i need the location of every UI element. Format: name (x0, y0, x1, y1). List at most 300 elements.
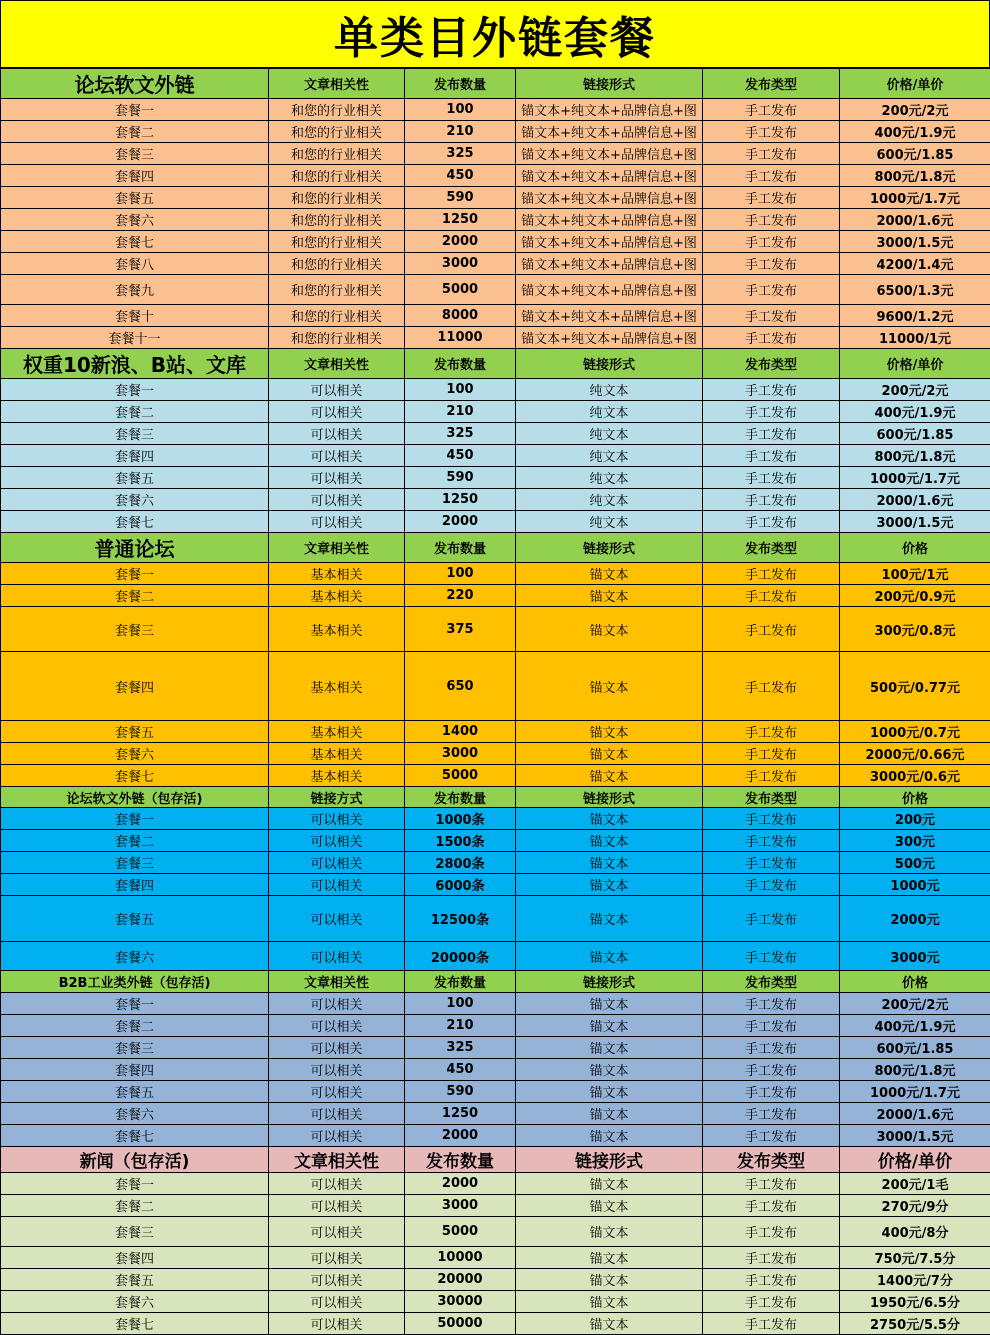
package-table (0, 68, 990, 1335)
quantity-cell: 2800条 (405, 852, 516, 874)
quantity-cell: 325 (405, 1037, 516, 1059)
link-format-cell: 锚文本 (516, 1037, 703, 1059)
package-name-cell: 套餐十 (1, 305, 269, 327)
table-row (1, 511, 990, 533)
table-row (1, 1037, 990, 1059)
publish-type-cell: 手工发布 (703, 423, 840, 445)
link-format-cell: 锚文本 (516, 1103, 703, 1125)
link-format-cell: 锚文本 (516, 993, 703, 1015)
table-row (1, 1173, 990, 1195)
publish-type-header: 发布类型 (703, 349, 840, 379)
package-name-cell: 套餐一 (1, 1173, 269, 1195)
section-title: 论坛软文外链（包存活) (1, 787, 269, 808)
link-format-cell: 锚文本+纯文本+品牌信息+图 (516, 121, 703, 143)
publish-type-cell: 手工发布 (703, 607, 840, 652)
publish-type-cell: 手工发布 (703, 1247, 840, 1269)
publish-type-cell: 手工发布 (703, 1269, 840, 1291)
link-format-header: 链接形式 (516, 1147, 703, 1173)
package-name-cell: 套餐五 (1, 1269, 269, 1291)
price-cell: 1950元/6.5分 (840, 1291, 990, 1313)
table-row (1, 327, 990, 349)
section-header-row (1, 787, 990, 808)
publish-type-cell: 手工发布 (703, 1103, 840, 1125)
quantity-cell: 10000 (405, 1247, 516, 1269)
quantity-cell: 1250 (405, 1103, 516, 1125)
publish-type-header: 发布类型 (703, 1147, 840, 1173)
quantity-cell: 50000 (405, 1313, 516, 1335)
link-format-cell: 锚文本+纯文本+品牌信息+图 (516, 253, 703, 275)
price-cell: 3000元/0.6元 (840, 765, 990, 787)
publish-type-cell: 手工发布 (703, 874, 840, 896)
link-format-cell: 纯文本 (516, 379, 703, 401)
link-format-cell: 锚文本+纯文本+品牌信息+图 (516, 165, 703, 187)
page-title: 单类目外链套餐 (0, 0, 990, 68)
table-row (1, 467, 990, 489)
quantity-cell: 590 (405, 467, 516, 489)
relevance-cell: 可以相关 (269, 401, 405, 423)
table-row (1, 1217, 990, 1247)
quantity-cell: 1250 (405, 209, 516, 231)
link-format-cell: 锚文本 (516, 1081, 703, 1103)
relevance-cell: 基本相关 (269, 585, 405, 607)
publish-type-cell: 手工发布 (703, 445, 840, 467)
quantity-cell: 100 (405, 563, 516, 585)
quantity-cell: 5000 (405, 765, 516, 787)
table-row (1, 1269, 990, 1291)
publish-type-cell: 手工发布 (703, 143, 840, 165)
price-cell: 200元/2元 (840, 379, 990, 401)
table-row (1, 445, 990, 467)
publish-type-cell: 手工发布 (703, 652, 840, 721)
link-format-cell: 纯文本 (516, 511, 703, 533)
quantity-header: 发布数量 (405, 971, 516, 993)
quantity-cell: 2000 (405, 511, 516, 533)
price-cell: 200元/2元 (840, 99, 990, 121)
price-cell: 270元/9分 (840, 1195, 990, 1217)
package-name-cell: 套餐二 (1, 401, 269, 423)
publish-type-cell: 手工发布 (703, 765, 840, 787)
quantity-cell: 450 (405, 165, 516, 187)
package-name-cell: 套餐十一 (1, 327, 269, 349)
package-name-cell: 套餐四 (1, 1059, 269, 1081)
table-row (1, 1125, 990, 1147)
section-title: 普通论坛 (1, 533, 269, 563)
publish-type-cell: 手工发布 (703, 209, 840, 231)
link-format-cell: 锚文本+纯文本+品牌信息+图 (516, 305, 703, 327)
price-cell: 200元/0.9元 (840, 585, 990, 607)
table-row (1, 165, 990, 187)
price-header: 价格/单价 (840, 69, 990, 99)
table-row (1, 1313, 990, 1335)
publish-type-cell: 手工发布 (703, 275, 840, 305)
link-format-cell: 锚文本 (516, 585, 703, 607)
publish-type-cell: 手工发布 (703, 942, 840, 971)
package-name-cell: 套餐三 (1, 1217, 269, 1247)
price-cell: 3000元 (840, 942, 990, 971)
relevance-cell: 基本相关 (269, 607, 405, 652)
relevance-cell: 和您的行业相关 (269, 231, 405, 253)
price-cell: 200元 (840, 808, 990, 830)
publish-type-cell: 手工发布 (703, 830, 840, 852)
package-name-cell: 套餐一 (1, 99, 269, 121)
table-row (1, 808, 990, 830)
quantity-cell: 5000 (405, 1217, 516, 1247)
relevance-cell: 可以相关 (269, 1059, 405, 1081)
quantity-cell: 1250 (405, 489, 516, 511)
package-name-cell: 套餐七 (1, 511, 269, 533)
table-row (1, 1195, 990, 1217)
package-name-cell: 套餐二 (1, 1015, 269, 1037)
table-row (1, 607, 990, 652)
publish-type-cell: 手工发布 (703, 121, 840, 143)
table-row (1, 1015, 990, 1037)
link-format-header: 链接形式 (516, 349, 703, 379)
relevance-cell: 和您的行业相关 (269, 187, 405, 209)
price-cell: 300元 (840, 830, 990, 852)
quantity-header: 发布数量 (405, 787, 516, 808)
relevance-cell: 可以相关 (269, 896, 405, 942)
quantity-cell: 220 (405, 585, 516, 607)
table-row (1, 942, 990, 971)
relevance-header: 链接方式 (269, 787, 405, 808)
publish-type-cell: 手工发布 (703, 187, 840, 209)
link-format-cell: 锚文本+纯文本+品牌信息+图 (516, 209, 703, 231)
quantity-cell: 210 (405, 121, 516, 143)
quantity-header: 发布数量 (405, 533, 516, 563)
section-title: 新闻（包存活) (1, 1147, 269, 1173)
table-row (1, 585, 990, 607)
package-name-cell: 套餐四 (1, 165, 269, 187)
link-format-cell: 锚文本 (516, 1217, 703, 1247)
price-cell: 750元/7.5分 (840, 1247, 990, 1269)
quantity-cell: 20000 (405, 1269, 516, 1291)
relevance-cell: 可以相关 (269, 808, 405, 830)
relevance-cell: 可以相关 (269, 1015, 405, 1037)
publish-type-cell: 手工发布 (703, 1217, 840, 1247)
section-header-row (1, 1147, 990, 1173)
quantity-cell: 650 (405, 652, 516, 721)
package-name-cell: 套餐一 (1, 808, 269, 830)
table-row (1, 209, 990, 231)
relevance-cell: 基本相关 (269, 721, 405, 743)
price-cell: 3000/1.5元 (840, 511, 990, 533)
quantity-cell: 1400 (405, 721, 516, 743)
price-cell: 800元/1.8元 (840, 165, 990, 187)
price-cell: 1000元/0.7元 (840, 721, 990, 743)
price-cell: 11000/1元 (840, 327, 990, 349)
price-cell: 6500/1.3元 (840, 275, 990, 305)
link-format-cell: 锚文本 (516, 896, 703, 942)
price-cell: 1000元/1.7元 (840, 467, 990, 489)
relevance-cell: 基本相关 (269, 765, 405, 787)
relevance-cell: 可以相关 (269, 1247, 405, 1269)
quantity-cell: 100 (405, 379, 516, 401)
relevance-cell: 可以相关 (269, 1103, 405, 1125)
publish-type-cell: 手工发布 (703, 467, 840, 489)
package-name-cell: 套餐九 (1, 275, 269, 305)
quantity-cell: 590 (405, 187, 516, 209)
price-cell: 500元/0.77元 (840, 652, 990, 721)
package-name-cell: 套餐六 (1, 489, 269, 511)
relevance-cell: 基本相关 (269, 652, 405, 721)
link-format-cell: 锚文本 (516, 563, 703, 585)
link-format-cell: 锚文本 (516, 1059, 703, 1081)
relevance-cell: 和您的行业相关 (269, 253, 405, 275)
price-cell: 1000元/1.7元 (840, 187, 990, 209)
package-name-cell: 套餐一 (1, 563, 269, 585)
relevance-header: 文章相关性 (269, 349, 405, 379)
section-title: B2B工业类外链（包存活) (1, 971, 269, 993)
price-cell: 300元/0.8元 (840, 607, 990, 652)
section-title: 论坛软文外链 (1, 69, 269, 99)
publish-type-cell: 手工发布 (703, 165, 840, 187)
table-row (1, 563, 990, 585)
publish-type-cell: 手工发布 (703, 305, 840, 327)
price-header: 价格/单价 (840, 349, 990, 379)
package-name-cell: 套餐七 (1, 1313, 269, 1335)
package-name-cell: 套餐四 (1, 652, 269, 721)
link-format-cell: 锚文本+纯文本+品牌信息+图 (516, 231, 703, 253)
quantity-cell: 210 (405, 1015, 516, 1037)
publish-type-header: 发布类型 (703, 787, 840, 808)
price-header: 价格 (840, 787, 990, 808)
package-name-cell: 套餐五 (1, 896, 269, 942)
table-row (1, 765, 990, 787)
table-row (1, 1059, 990, 1081)
package-name-cell: 套餐四 (1, 1247, 269, 1269)
package-name-cell: 套餐五 (1, 721, 269, 743)
price-cell: 2000元/0.66元 (840, 743, 990, 765)
link-format-cell: 锚文本 (516, 652, 703, 721)
publish-type-cell: 手工发布 (703, 1037, 840, 1059)
quantity-cell: 100 (405, 99, 516, 121)
quantity-cell: 8000 (405, 305, 516, 327)
package-name-cell: 套餐一 (1, 993, 269, 1015)
section-title: 权重10新浪、B站、文库 (1, 349, 269, 379)
link-format-cell: 纯文本 (516, 445, 703, 467)
link-format-cell: 锚文本+纯文本+品牌信息+图 (516, 187, 703, 209)
table-row (1, 275, 990, 305)
section-header-row (1, 349, 990, 379)
table-row (1, 401, 990, 423)
package-name-cell: 套餐四 (1, 445, 269, 467)
package-name-cell: 套餐六 (1, 743, 269, 765)
relevance-cell: 和您的行业相关 (269, 99, 405, 121)
price-cell: 2000/1.6元 (840, 1103, 990, 1125)
publish-type-cell: 手工发布 (703, 1195, 840, 1217)
publish-type-cell: 手工发布 (703, 1291, 840, 1313)
price-cell: 200元/1毛 (840, 1173, 990, 1195)
package-name-cell: 套餐三 (1, 1037, 269, 1059)
link-format-cell: 锚文本 (516, 721, 703, 743)
link-format-cell: 锚文本 (516, 743, 703, 765)
relevance-cell: 和您的行业相关 (269, 327, 405, 349)
table-row (1, 1081, 990, 1103)
quantity-cell: 30000 (405, 1291, 516, 1313)
relevance-cell: 可以相关 (269, 445, 405, 467)
package-name-cell: 套餐六 (1, 1103, 269, 1125)
quantity-cell: 20000条 (405, 942, 516, 971)
link-format-header: 链接形式 (516, 787, 703, 808)
package-name-cell: 套餐八 (1, 253, 269, 275)
link-format-cell: 锚文本 (516, 1015, 703, 1037)
relevance-cell: 可以相关 (269, 1269, 405, 1291)
package-name-cell: 套餐六 (1, 209, 269, 231)
relevance-cell: 可以相关 (269, 874, 405, 896)
package-name-cell: 套餐七 (1, 765, 269, 787)
price-cell: 600元/1.85 (840, 143, 990, 165)
link-format-cell: 锚文本+纯文本+品牌信息+图 (516, 99, 703, 121)
table-row (1, 231, 990, 253)
table-row (1, 489, 990, 511)
link-format-cell: 纯文本 (516, 401, 703, 423)
publish-type-cell: 手工发布 (703, 1125, 840, 1147)
publish-type-cell: 手工发布 (703, 563, 840, 585)
link-format-cell: 锚文本 (516, 1291, 703, 1313)
package-name-cell: 套餐七 (1, 231, 269, 253)
package-name-cell: 套餐二 (1, 830, 269, 852)
link-format-cell: 锚文本+纯文本+品牌信息+图 (516, 327, 703, 349)
price-header: 价格 (840, 533, 990, 563)
publish-type-cell: 手工发布 (703, 253, 840, 275)
quantity-cell: 12500条 (405, 896, 516, 942)
table-row (1, 423, 990, 445)
link-format-cell: 纯文本 (516, 423, 703, 445)
publish-type-cell: 手工发布 (703, 231, 840, 253)
quantity-cell: 210 (405, 401, 516, 423)
price-cell: 2000/1.6元 (840, 209, 990, 231)
table-row (1, 143, 990, 165)
package-name-cell: 套餐五 (1, 1081, 269, 1103)
table-row (1, 896, 990, 942)
relevance-cell: 可以相关 (269, 1313, 405, 1335)
quantity-header: 发布数量 (405, 1147, 516, 1173)
package-name-cell: 套餐六 (1, 942, 269, 971)
quantity-cell: 3000 (405, 743, 516, 765)
publish-type-cell: 手工发布 (703, 896, 840, 942)
relevance-cell: 可以相关 (269, 1125, 405, 1147)
quantity-cell: 6000条 (405, 874, 516, 896)
quantity-cell: 2000 (405, 1173, 516, 1195)
price-cell: 400元/1.9元 (840, 1015, 990, 1037)
publish-type-cell: 手工发布 (703, 1173, 840, 1195)
relevance-header: 文章相关性 (269, 69, 405, 99)
table-row (1, 743, 990, 765)
table-row (1, 99, 990, 121)
link-format-cell: 锚文本 (516, 942, 703, 971)
publish-type-cell: 手工发布 (703, 808, 840, 830)
link-format-cell: 锚文本+纯文本+品牌信息+图 (516, 275, 703, 305)
price-cell: 2000元 (840, 896, 990, 942)
price-cell: 800元/1.8元 (840, 1059, 990, 1081)
relevance-cell: 可以相关 (269, 1037, 405, 1059)
quantity-cell: 3000 (405, 1195, 516, 1217)
relevance-cell: 可以相关 (269, 489, 405, 511)
quantity-header: 发布数量 (405, 349, 516, 379)
link-format-cell: 锚文本+纯文本+品牌信息+图 (516, 143, 703, 165)
relevance-cell: 和您的行业相关 (269, 209, 405, 231)
package-name-cell: 套餐五 (1, 187, 269, 209)
table-row (1, 253, 990, 275)
package-name-cell: 套餐三 (1, 143, 269, 165)
price-cell: 400元/1.9元 (840, 121, 990, 143)
package-name-cell: 套餐六 (1, 1291, 269, 1313)
link-format-cell: 纯文本 (516, 467, 703, 489)
price-cell: 2000/1.6元 (840, 489, 990, 511)
link-format-header: 链接形式 (516, 69, 703, 99)
relevance-header: 文章相关性 (269, 1147, 405, 1173)
publish-type-cell: 手工发布 (703, 993, 840, 1015)
quantity-cell: 325 (405, 423, 516, 445)
relevance-cell: 可以相关 (269, 993, 405, 1015)
link-format-cell: 锚文本 (516, 874, 703, 896)
quantity-cell: 5000 (405, 275, 516, 305)
quantity-cell: 590 (405, 1081, 516, 1103)
table-row (1, 721, 990, 743)
relevance-cell: 可以相关 (269, 1081, 405, 1103)
link-format-cell: 锚文本 (516, 1125, 703, 1147)
table-row (1, 652, 990, 721)
price-cell: 2750元/5.5分 (840, 1313, 990, 1335)
package-name-cell: 套餐三 (1, 607, 269, 652)
relevance-cell: 和您的行业相关 (269, 143, 405, 165)
price-cell: 1000元 (840, 874, 990, 896)
relevance-cell: 可以相关 (269, 830, 405, 852)
package-name-cell: 套餐七 (1, 1125, 269, 1147)
price-cell: 600元/1.85 (840, 423, 990, 445)
publish-type-cell: 手工发布 (703, 511, 840, 533)
price-cell: 1000元/1.7元 (840, 1081, 990, 1103)
publish-type-cell: 手工发布 (703, 489, 840, 511)
relevance-cell: 和您的行业相关 (269, 121, 405, 143)
link-format-cell: 锚文本 (516, 765, 703, 787)
price-cell: 3000/1.5元 (840, 1125, 990, 1147)
publish-type-cell: 手工发布 (703, 327, 840, 349)
link-format-cell: 锚文本 (516, 1195, 703, 1217)
quantity-cell: 1000条 (405, 808, 516, 830)
link-format-cell: 锚文本 (516, 607, 703, 652)
publish-type-cell: 手工发布 (703, 1081, 840, 1103)
relevance-cell: 和您的行业相关 (269, 305, 405, 327)
price-cell: 9600/1.2元 (840, 305, 990, 327)
relevance-cell: 可以相关 (269, 852, 405, 874)
link-format-cell: 锚文本 (516, 1173, 703, 1195)
quantity-cell: 375 (405, 607, 516, 652)
section-header-row (1, 69, 990, 99)
table-row (1, 830, 990, 852)
relevance-header: 文章相关性 (269, 971, 405, 993)
link-format-cell: 纯文本 (516, 489, 703, 511)
package-name-cell: 套餐二 (1, 1195, 269, 1217)
relevance-cell: 和您的行业相关 (269, 165, 405, 187)
link-format-cell: 锚文本 (516, 1313, 703, 1335)
section-header-row (1, 971, 990, 993)
package-name-cell: 套餐二 (1, 121, 269, 143)
publish-type-cell: 手工发布 (703, 379, 840, 401)
quantity-cell: 1500条 (405, 830, 516, 852)
publish-type-cell: 手工发布 (703, 721, 840, 743)
table-row (1, 874, 990, 896)
price-header: 价格 (840, 971, 990, 993)
price-header: 价格/单价 (840, 1147, 990, 1173)
link-format-cell: 锚文本 (516, 852, 703, 874)
link-format-cell: 锚文本 (516, 1247, 703, 1269)
package-name-cell: 套餐四 (1, 874, 269, 896)
publish-type-cell: 手工发布 (703, 99, 840, 121)
quantity-header: 发布数量 (405, 69, 516, 99)
package-name-cell: 套餐三 (1, 852, 269, 874)
relevance-header: 文章相关性 (269, 533, 405, 563)
